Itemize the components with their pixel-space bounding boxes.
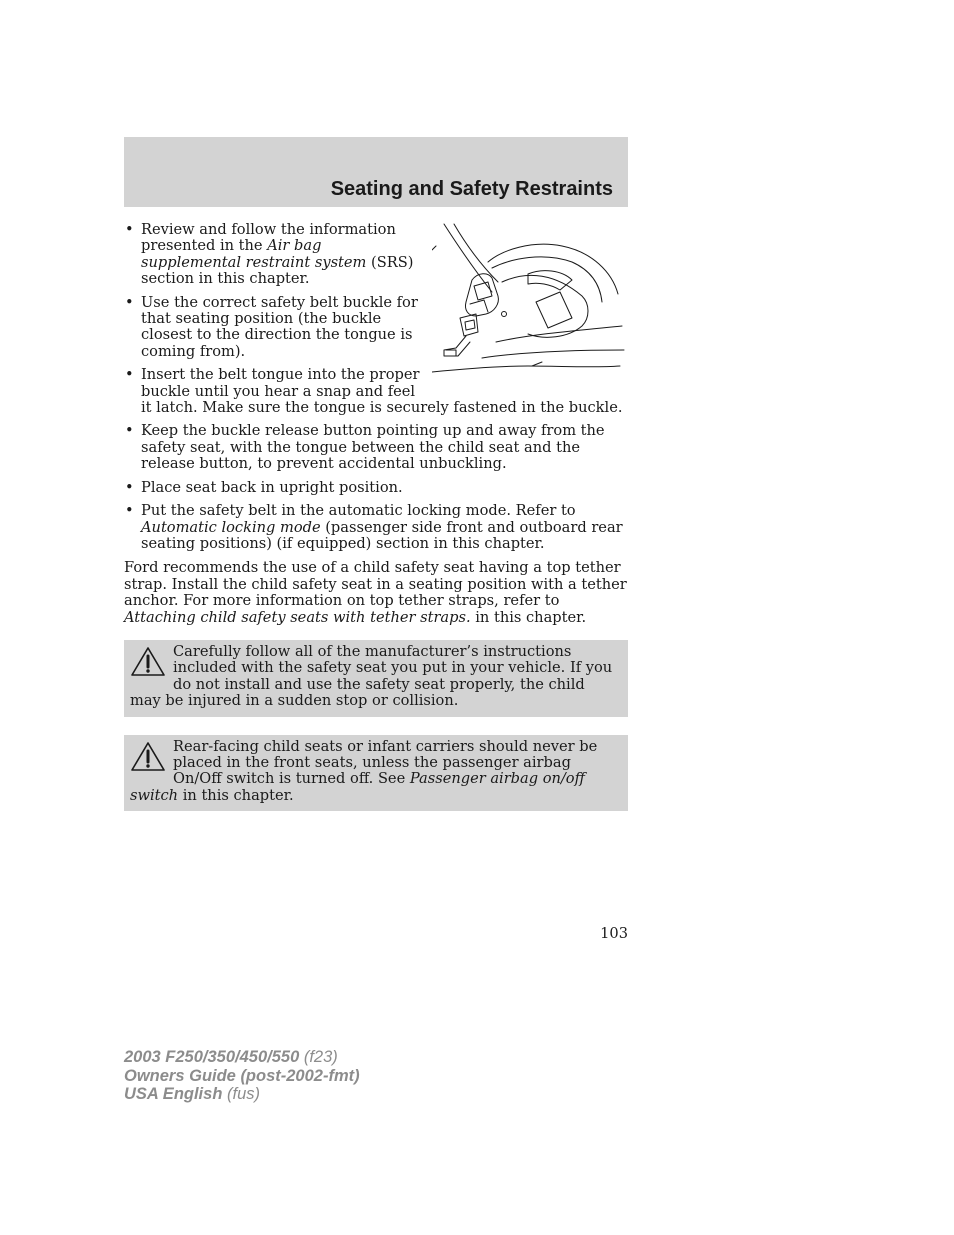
warning-box: Rear-facing child seats or infant carriers should never be placed in the front seats, unless the passenger airbag On/Off switch is turned off. See Passenger airbag on/off switch in this chapter.: [124, 735, 628, 812]
footer-line: 2003 F250/350/450/550 (f23): [124, 1048, 338, 1066]
warning-triangle-icon: [130, 741, 166, 773]
page-content: [124, 222, 628, 811]
page-number: 103: [600, 925, 628, 942]
list-item: • Use the correct safety belt buckle for that seating position (the buckle closest to the direction the tongue is coming from).: [124, 295, 628, 361]
list-item: • Insert the belt tongue into the proper buckle until you hear a snap and feel it latch. Make sure the tongue is securely fastened in the buckle.: [124, 367, 628, 416]
warning-box: Carefully follow all of the manufacturer’s instructions included with the safety seat you put in your vehicle. If you do not install and use the safety seat properly, the child may be injured in a sudden stop or collision.: [124, 640, 628, 717]
list-item: • Place seat back in upright position.: [124, 480, 628, 496]
footer-line: USA English (fus): [124, 1085, 260, 1103]
warning-triangle-icon: [130, 646, 166, 678]
list-item: • Put the safety belt in the automatic locking mode. Refer to Automatic locking mode (passenger side front and outboard rear seating positions) (if equipped) section in this chapter.: [124, 503, 628, 552]
section-title: Seating and Safety Restraints: [330, 178, 613, 200]
list-item: • Review and follow the information presented in the Air bag supplemental restraint system (SRS) section in this chapter.: [124, 222, 628, 288]
list-item: • Keep the buckle release button pointing up and away from the safety seat, with the tongue between the child seat and the release button, to prevent accidental unbuckling.: [124, 423, 628, 472]
instruction-list: [124, 222, 628, 552]
tether-paragraph: Ford recommends the use of a child safety seat having a top tether strap. Install the child safety seat in a seating position with a tether anchor. For more information on top tether straps, refer to Attaching child safety seats with tether straps. in this chapter.: [124, 559, 627, 626]
document-footer: [124, 1048, 360, 1104]
footer-line: Owners Guide (post-2002-fmt): [124, 1066, 360, 1085]
section-header-band: [124, 137, 628, 207]
